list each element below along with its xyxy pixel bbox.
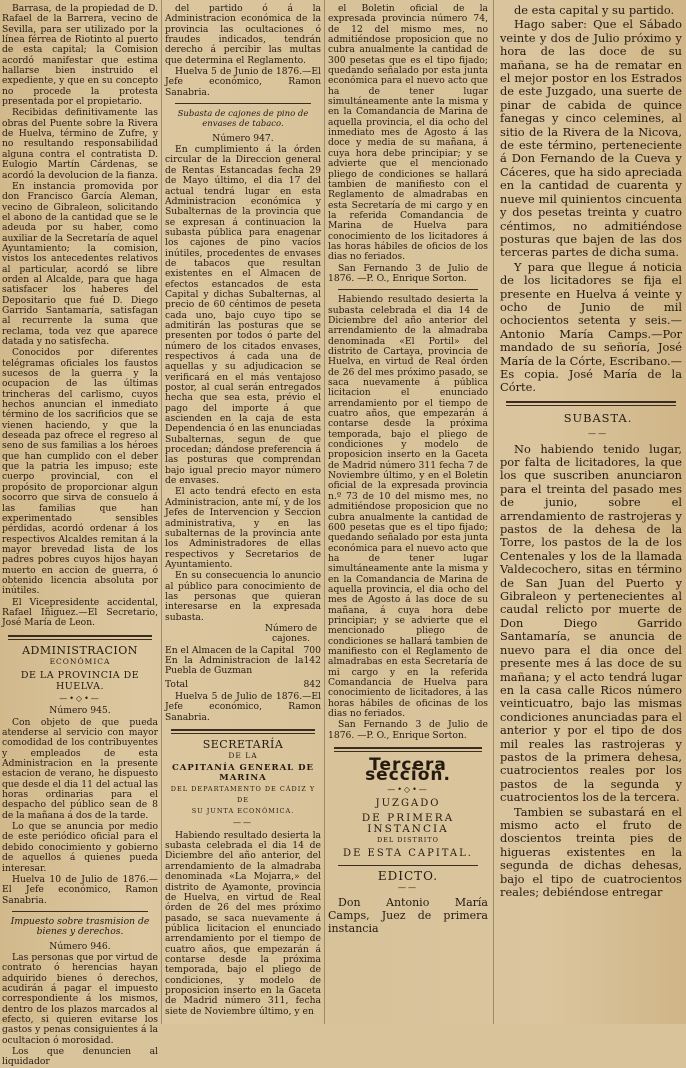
column-4 (500, 4, 682, 1020)
section-title: Subasta de cajones de pino de envases de tabaco. (177, 109, 309, 130)
paragraph: En instancia promovida por don Francisco García Aleman, vecino de Gibraleon, solicitando el abono de la cantidad que se le adeuda por su haber, como auxiliar de la Secretaría de aquel Ayuntamiento; la comision, vistos los antecedentes relativos al particular, acordó se libre orden al Alcalde, para que haga satisfacer los haberes del Depositario que fué D. Diego Garrido Santamaría, satisfagan al recurrente la suma que reclama, toda vez que aparece datada y no satisfecha. (2, 180, 158, 347)
table-header: Número de cajones. (264, 622, 318, 645)
section-title: Tercera seccion. (365, 755, 451, 786)
divider (8, 635, 152, 640)
divider (334, 747, 482, 752)
column-3 (328, 4, 488, 1020)
section-title: SUBASTA. (563, 410, 633, 425)
paragraph: Habiendo resultado desierta la subasta celebrada el dia 14 de Diciembre del año anterior del arrendamiento de la almadraba denominada «El Portil» del distrito de Cartaya, provincia de Huelva, en virtud de Real órden de 26 del mes próximo pasado, se saca nuevamente á pública licitacion el enunciado arrendamiento por el tiempo de cuatro años, que empezarán á contarse desde la próxima temporada, bajo el pliego de condiciones y modelo de proposicion inserto en la Gaceta de Madrid número 311 fecha 7 de Noviembre último, y en el Boletin oficial de la expresada provincia n.º 73 de 10 del mismo mes, no admitiéndose proposicion que no cubra anualmente la cantidad de 600 pesetas que es el tipo fijado; quedando señalado por esta junta económica para el nuevo acto que ha de tener lugar simultáneamente ante la misma y en la Comandancia de Marina de aquella provincia, el dia ocho del mes de Agosto á las doce de su mañana, á cuya hora debe principiar; y se advierte que el mencionado pliego de condiciones se hallará tambien de manifiesto con el Reglamento de almadrabas en esta Secretaría de mi cargo y en la referida Comandancia de Huelva para conocimiento de licitadores, á las horas hábiles de oficinas de los dias no feriados. (328, 294, 488, 720)
signature: San Fernando 3 de Julio de 1876. —P. O., Enrique Sorton. (328, 262, 488, 284)
divider (338, 865, 478, 866)
notice-number: Número 946. (49, 940, 111, 952)
table-row (165, 656, 321, 677)
paragraph: Recibidas definitivamente las obras del Puente sobre la Rivera de Huelva, término de Zufre, y no resultando responsabilidad alguna contra el contratista D. Eulogio Martín Cárdenas, se acordó la devolucion de la fianza. (2, 107, 158, 181)
column-rule (493, 0, 494, 1024)
signature: San Fernando 3 de Julio de 1876. —P. O., Enrique Sorton. (328, 719, 488, 741)
total-label: Total (165, 678, 189, 690)
divider (12, 911, 148, 912)
divider (506, 401, 676, 406)
signature: Huelva 10 de Julio de 1876.—El Jefe económico, Ramon Sanabria. (2, 873, 158, 906)
row-label: En el Almacen de la Capital (165, 644, 295, 656)
column-1 (2, 3, 158, 1068)
paragraph: No habiendo tenido lugar, por falta de licitadores, la que los que suscriben anunciaron para el treinta del pasado mes de junio, sobre el arrendamiento de rastrojeras y pastos de la dehesa de la Torre, los pastos de la de los Centenales y los de la llamada Valdecochero, sitas en término de San Juan del Puerto y Gibraleon y pertenecientes al caudal relicto por muerte de Don Diego Garrido Santamaría, se anuncia de nuevo para el dia once del presente mes á las doce de su mañana; y el acto tendrá lugar en la casa calle Ricos número veinticuatro, bajo las mismas condiciones anunciadas para el anterior y por el tipo de dos mil reales las rastrojeras y pastos de la primera dehesa, cuatrocientos reales por los pastos de la segunda y cuatrocientos los de la tercera. (500, 441, 682, 805)
section-subtitle: DE PRIMERA INSTANCIA (361, 812, 455, 835)
ornament: —•◇•— (387, 784, 429, 794)
divider (171, 729, 315, 734)
section-subtitle: DE ESTA CAPITAL. (343, 848, 473, 860)
column-rule (324, 0, 325, 1024)
section-title: ADMINISTRACION (22, 643, 138, 657)
section-subtitle: SU JUNTA ECONÓMICA. (191, 807, 295, 816)
paragraph: Don Antonio María Camps, Juez de primera instancia (328, 895, 488, 935)
notice-number: Número 947. (212, 132, 274, 144)
paragraph: el Boletin oficial de la expresada provincia número 74, de 12 del mismo mes, no admitiéndose proposicion que no cubra anualmente la cantidad de 300 pesetas que es el tipo fijado; quedando señalado por esta junta económica para el nuevo acto que ha de tener lugar simultáneamente ante la misma y en la Comandancia de Marina de aquella provincia, el dia ocho del inmediato mes de Agosto á las doce y media de su mañana, á cuya hora debe principiar; y se advierte que el mencionado pliego de condiciones se hallará tambien de manifiesto con el Reglamento de almadrabas en esta Secretaría de mi cargo y en la referida Comandancia de Marina de Huelva para conocimiento de los licitadores á las horas hábiles de oficios de los dias no feriados. (328, 3, 488, 263)
paragraph: del partido ó á la Administracion económica de la provincia las ocultaciones ó fraudes indicados, tendrán derecho á percibir las multas que determina el Reglamento. (165, 3, 321, 66)
paragraph: de esta capital y su partido. (514, 3, 675, 17)
paragraph: Con objeto de que pueda atenderse al servicio con mayor comodidad de los contribuyentes y empleados de esta Administracion en la presente estacion de verano, he dispuesto que desde el dia 11 del actual las horas ordinarias para el despacho del público sean de 8 de la mañana á dos de la tarde. (2, 716, 158, 821)
section-subtitle: CAPITANÍA GENERAL DE MARINA (172, 762, 314, 784)
section-title: SECRETARÍA (202, 738, 284, 752)
paragraph: Tambien se subastará en el mismo acto el fruto de doscientos treinta pies de higueras existentes en la segunda de dichas dehesas, bajo el tipo de cuatrocientos reales; debiéndose entregar (500, 804, 682, 899)
section-subtitle: DE LA (228, 751, 258, 761)
column-2 (165, 4, 321, 1020)
ornament: —— (233, 818, 253, 828)
paragraph: Hago saber: Que el Sábado veinte y dos de Julio próximo y hora de las doce de su mañana, se ha de rematar en el mejor postor en los Estrados de este Juzgado, una suerte de pinar de cabida de quince fanegas y cinco celemines, al sitio de la Rivera de la Nicova, de este término, perteneciente á Don Fernando de la Cueva y Cáceres, que ha sido apreciada en la cantidad de cuarenta y nueve mil quinientos cincuenta y dos pesetas treinta y cuatro céntimos, no admitiéndose posturas que bajen de las dos terceras partes de dicha suma. (500, 17, 682, 260)
row-label: En la Administracion de la Puebla de Guzman (165, 654, 304, 677)
edict-title: EDICTO. (377, 868, 439, 883)
paragraph: Las personas que por virtud de contrato ó herencias hayan adquirido bienes ó derechos, acudirán á pagar el impuesto correspondiente á los mismos, dentro de los plazos marcados al efecto, si quieren evitarse los gastos y penas consiguientes á la ocultacion ó morosidad. (2, 951, 158, 1046)
notice-number: Número 945. (49, 705, 111, 717)
section-title: JUZGADO (375, 798, 441, 810)
section-subtitle: DEL DEPARTAMENTO DE CÁDIZ Y DE (170, 785, 316, 804)
row-value: 700 (303, 644, 321, 656)
paragraph: Y para que llegue á noticia de los licitadores se fija el presente en Huelva á veinte y ocho de Junio de mil ochocientos setenta y seis.—Antonio María Camps.—Por mandado de su señoría, José María de la Córte, Escribano.—Es copia. José María de la Córte. (500, 259, 682, 395)
total-value: 842 (303, 678, 321, 690)
paragraph: Los que denuncien al liquidador (2, 1046, 158, 1068)
paragraph: Barrasa, de la propiedad de D. Rafael de la Barrera, vecino de Sevilla, para ser utilizado por la línea férrea de Riotinto al puerto de esta capital; la Comision acordó manifestar que estima hallarse bien instruido el expediente, y que en su concepto no procede la protesta presentada por el propietario. (2, 3, 158, 108)
row-value: 142 (303, 654, 321, 666)
signature: Huelva 5 de Julio de 1876.—El Jefe económico, Ramon Sanabria. (165, 691, 321, 723)
signature: Huelva 5 de Junio de 1876.—El Jefe económico, Ramon Sanabria. (165, 66, 321, 98)
divider (338, 289, 478, 290)
ornament: —•◇•— (59, 694, 101, 703)
paragraph: En su consecuencia lo anuncio al público para conocimiento de las personas que quieran interesarse en la expresada subasta. (165, 570, 321, 623)
section-title: Impuesto sobre trasmision de bienes y derechos. (10, 915, 150, 938)
ornament: —— (588, 429, 608, 439)
section-subtitle: ECONÓMICA (49, 656, 111, 666)
section-subtitle: DEL DISTRITO (376, 836, 440, 845)
paragraph: Habiendo resultado desierta la subasta celebrada el dia 14 de Diciembre del año anterior, del arrendamiento de la almadraba denominada «La Mojarra,» del distrito de Ayamonte, provincia de Huelva, en virtud de Real órden de 26 del mes próximo pasado, se saca nuevamente á pública licitacion el enunciado arrendamiento por el tiempo de cuatro años, que empezarán á contarse desde la próxima temporada, bajo el pliego de condiciones, y modelo de proposicion inserto en la Gaceta de Madrid número 311, fecha siete de Noviembre último, y en (165, 829, 321, 1017)
paragraph: El acto tendrá efecto en esta Administracion, ante mí, y de los Jefes de Intervencion y Seccion administrativa, y en las subalternas de la provincia ante los Administradores de ellas respectivos y Secretarios de Ayuntamiento. (165, 486, 321, 570)
paragraph: En cumplimiento á la órden circular de la Direccion general de Rentas Estancadas fecha 29 de Mayo último, el dia 17 del actual tendrá lugar en esta Administracion económica y Subalternas de la provincia que se expresan á continuacion la subasta pública para enagenar los cajones de pino vacíos inútiles, procedentes de envases de tabacos que resultan existentes en el Almacen de efectos estancados de esta Capital y dichas Subalternas, al precio de 60 céntimos de peseta cada uno, bajo cuyo tipo se admitirán las posturas que se presenten por todos ó parte del número de los citados envases, respectivos á cada una de aquellas y su adjudicacion se verificará en el más ventajoso postor, al cual serán entregados hecha que sea esta, prévio el pago del importe á que ascienden en la caja de esta Dependencia ó en las enunciadas Subalternas, segun de que procedan; dándose preferencia á las posturas que comprendan bajo igual precio mayor número de envases. (165, 144, 321, 487)
signature: El Vicepresidente accidental, Rafael Iñiguez.—El Secretario, José María de Leon. (2, 596, 158, 629)
ornament: —— (398, 883, 418, 893)
divider (175, 103, 311, 104)
paragraph: Lo que se anuncia por medio de este periódico oficial para el debido conocimiento y gobierno de aquellos á quienes pueda interesar. (2, 821, 158, 874)
section-subtitle: DE LA PROVINCIA DE HUELVA. (20, 670, 140, 692)
column-rule (161, 0, 162, 1024)
table-total-row (165, 680, 321, 690)
paragraph: Conocidos por diferentes telégramas oficiales los faustos sucesos de la guerra y la ocupacion de las últimas trincheras del carlismo, cuyos hechos anuncian el inmediato término de los sacrificios que se vienen haciendo, y que la deseada paz ofrece el regreso al seno de sus familias a los héroes que han cumplido con el deber que la patria les impuso; este cuerpo provincial, con el propósito de proporcionar algun socorro que sirva de consuelo á las familias que han experimentado sensibles pérdidas, acordó ordenar á los respectivos Alcaldes remitan á la mayor brevedad lista de los padres pobres cuyos hijos hayan muerto en accion de guerra, ó obtenido licencia absoluta por inútiles. (2, 347, 158, 597)
